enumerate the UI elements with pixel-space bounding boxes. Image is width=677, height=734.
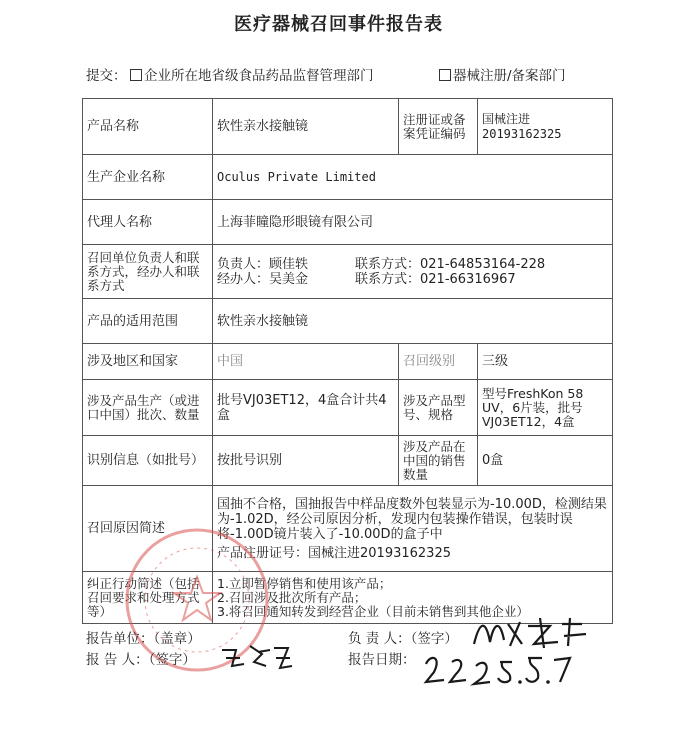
batch-value: 批号VJ03ET12，4盒合计共4盒 [213,380,399,436]
product-name-label: 产品名称 [83,99,213,155]
reporter-signature-icon [218,640,298,674]
submit-option-registration[interactable] [439,64,566,84]
model-label: 涉及产品型号、规格 [399,380,478,436]
handler-line [217,272,608,287]
table-row [83,99,613,155]
recall-report-table [82,98,613,624]
table-row [83,380,613,436]
reg-cert-value: 国械注进 20193162325 [478,99,613,155]
form-title: 医疗器械召回事件报告表 [234,14,443,35]
scope-value: 软性亲水接触镜 [213,299,613,344]
checkbox-provincial[interactable] [130,69,142,81]
manufacturer-value: Oculus Private Limited [213,155,613,200]
table-row [83,572,613,624]
report-date: 报告日期： [348,652,416,668]
region-value: 中国 [213,344,399,380]
submit-label: 提交： [86,68,127,84]
sales-value: 0盒 [478,436,613,486]
submit-option-provincial[interactable] [130,64,374,84]
reason-cert: 产品注册证号：国械注进20193162325 [217,545,451,561]
action-item-2: 2.召回涉及批次所有产品； [217,589,367,605]
table-row [83,155,613,200]
handler-name: 经办人：吴美金 [217,271,309,287]
action-item-3: 3.将召回通知转发到经营企业（目前未销售到其他企业） [217,603,529,619]
checkbox-registration[interactable] [439,69,451,81]
manufacturer-label: 生产企业名称 [83,155,213,200]
reason-cell [213,486,613,572]
table-row [83,245,613,299]
table-row [83,200,613,245]
product-name-value: 软性亲水接触镜 [213,99,399,155]
recall-level-value: 三级 [478,344,613,380]
scope-label: 产品的适用范围 [83,299,213,344]
reason-label: 召回原因简述 [83,486,213,572]
region-label: 涉及地区和国家 [83,344,213,380]
handler-contact: 联系方式：021-66316967 [355,271,516,287]
recall-unit-contacts [213,245,613,299]
agent-value: 上海菲瞳隐形眼镜有限公司 [213,200,613,245]
submit-option-registration-text: 器械注册/备案部门 [453,68,566,84]
table-row [83,436,613,486]
reg-cert-label: 注册证或备案凭证编码 [399,99,478,155]
reason-value: 国抽不合格，国抽报告中样品度数外包装显示为-10.00D，检测结果为-1.02D，经公司原因分析，发现内包装操作错误，包装时误将-1.00D镜片装入了-10.00D的盒子中 [217,496,607,542]
agent-label: 代理人名称 [83,200,213,245]
action-item-1: 1.立即暂停销售和使用该产品； [217,575,392,591]
report-unit: 报告单位：（盖章） [86,631,201,647]
sales-label: 涉及产品在中国的销售数量 [399,436,478,486]
batch-label: 涉及产品生产（或进口中国）批次、数量 [83,380,213,436]
ident-value: 按批号识别 [213,436,399,486]
report-date-handwriting-icon [420,650,580,690]
table-row [83,486,613,572]
reporter: 报 告 人：（签字） [86,652,196,668]
submit-line [86,64,626,84]
responsible-name: 负责人：顾佳轶 [217,256,309,272]
responsible-contact: 联系方式：021-64853164-228 [355,256,546,272]
action-cell [213,572,613,624]
submit-option-provincial-text: 企业所在地省级食品药品监督管理部门 [144,68,374,84]
table-row [83,344,613,380]
recall-unit-label: 召回单位负责人和联系方式，经办人和联系方式 [83,245,213,299]
model-value: 型号FreshKon 58 UV，6片装，批号VJ03ET12，4盒 [478,380,613,436]
table-row [83,299,613,344]
responsible-line [217,257,608,272]
responsible-sign: 负 责 人：（签字） [348,631,458,647]
ident-label: 识别信息（如批号） [83,436,213,486]
recall-level-label: 召回级别 [399,344,478,380]
action-label: 纠正行动简述（包括召回要求和处理方式等） [83,572,213,624]
